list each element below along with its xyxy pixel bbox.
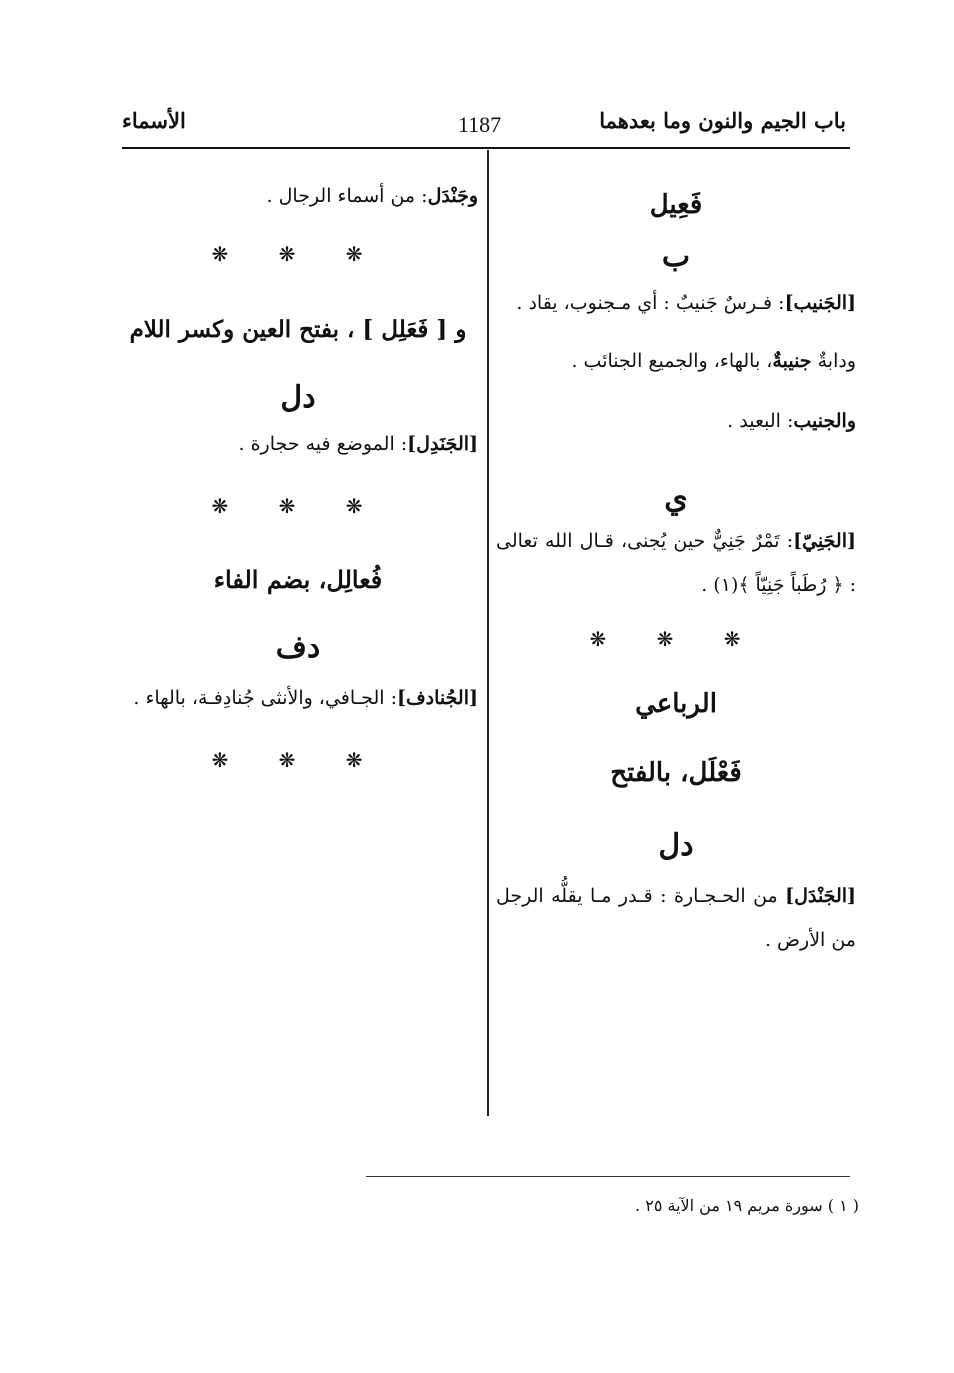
header-rule (122, 147, 850, 149)
headword: وجَنْدَل (427, 185, 478, 207)
running-header-section: الأسماء (122, 108, 186, 133)
right-column (496, 160, 856, 962)
letter-heading: ب (661, 239, 691, 275)
root-heading: دف (275, 630, 321, 666)
entry-prefix: ودابةٌ (817, 350, 856, 373)
left-column (118, 160, 478, 773)
dictionary-entry (118, 422, 478, 466)
pattern-heading: فَعِيل (649, 190, 703, 220)
headword: والجنيب (793, 410, 856, 433)
section-separator: ❋ ❋ ❋ (211, 242, 385, 266)
headword: [الجَنْدَل] (785, 884, 856, 907)
definition: ، بالهاء، والجميع الجنائب . (571, 350, 773, 373)
column-divider (487, 150, 489, 1116)
dictionary-entry (496, 339, 856, 383)
running-header-chapter: باب الجيم والنون وما بعدهما (599, 108, 846, 133)
definition: : البعيد . (727, 410, 794, 433)
definition: : تَمْرٌ جَنِيٌّ حين يُجنى، قـال الله تعالى : ﴿ رُطَباً جَنِيّاً ﴾(١) . (496, 530, 856, 597)
footnote: ( ١ ) سورة مريم ١٩ من الآية ٢٥ . (635, 1196, 859, 1215)
dictionary-entry (496, 519, 856, 607)
section-separator: ❋ ❋ ❋ (589, 627, 763, 652)
dictionary-entry (496, 874, 856, 962)
page-number: 1187 (458, 112, 502, 137)
pattern-heading: فُعالِل، بضم الفاء (213, 564, 383, 594)
dictionary-entry (118, 174, 478, 218)
section-separator: ❋ ❋ ❋ (211, 748, 385, 773)
footnote-rule (366, 1176, 850, 1177)
headword: [الجَنَدِل] (407, 432, 478, 455)
pattern-heading: فَعْلَل، بالفتح (610, 758, 742, 789)
dictionary-entry (496, 399, 856, 443)
definition: : فـرسٌ جَنيبٌ : أي مـجنوب، يقاد . (516, 292, 785, 315)
headword: [الجَنِيّ] (793, 530, 856, 553)
headword: [الجَنيب] (784, 292, 856, 315)
definition: من الحـجـارة : قـدر مـا يقلُّه الرجل من الأرض . (496, 884, 856, 951)
definition: : الموضع فيه حجارة . (238, 432, 408, 455)
dictionary-entry (118, 676, 478, 720)
root-heading: دل (280, 379, 316, 415)
section-separator: ❋ ❋ ❋ (211, 493, 385, 518)
definition: : من أسماء الرجال . (266, 185, 428, 207)
pattern-heading: و [ فَعَلِل ] ، بفتح العين وكسر اللام (129, 316, 467, 343)
section-heading: الرباعي (635, 689, 717, 720)
letter-heading: ي (664, 481, 688, 517)
definition: : الجـافي، والأنثى جُنادِفـة، بالهاء . (133, 687, 397, 710)
headword: جنيبةٌ (772, 350, 812, 373)
headword: [الجُنادف] (397, 687, 478, 710)
root-heading: دل (658, 827, 694, 863)
dictionary-entry (496, 281, 856, 325)
